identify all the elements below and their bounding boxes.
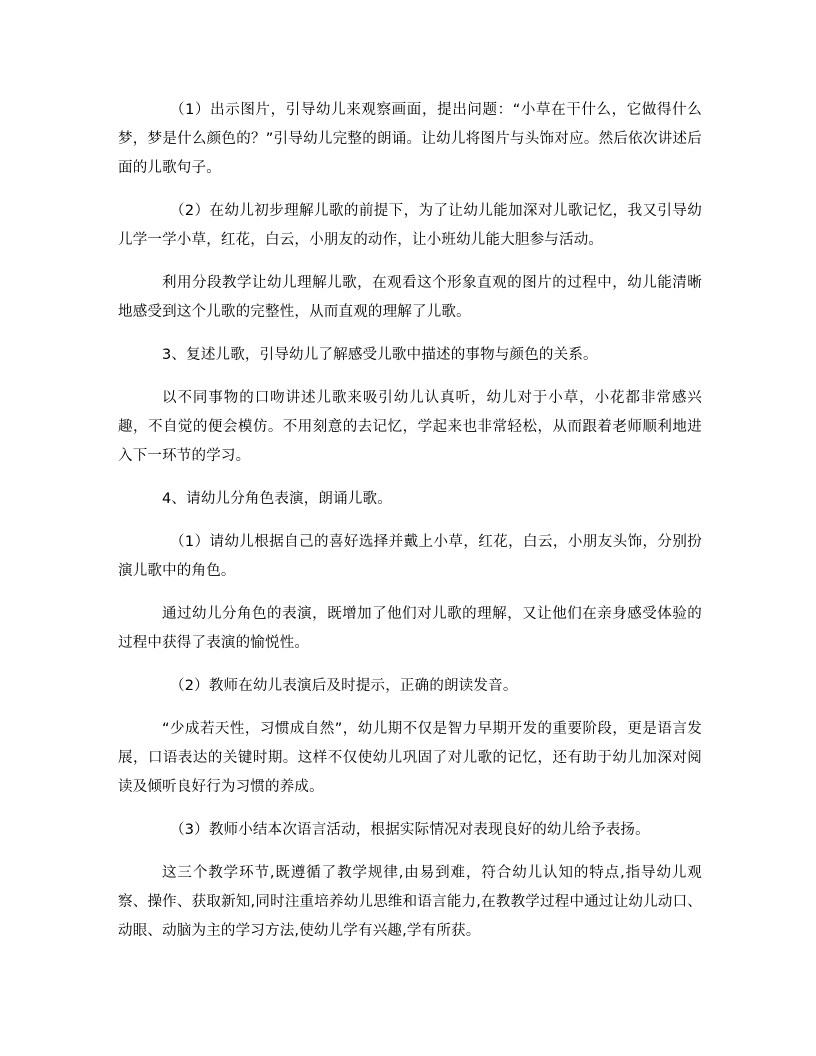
paragraph-step-4-heading: 4、请幼儿分角色表演，朗诵儿歌。 bbox=[162, 491, 392, 507]
document-page bbox=[118, 96, 702, 946]
paragraph-summary: 这三个教学环节,既遵循了教学规律,由易到难，符合幼儿认知的特点,指导幼儿观察、操作、获取新知,同时注重培养幼儿思维和语言能力,在教教学过程中通过让幼儿动口、动眼、动脑为主的学习方法,使幼儿学有兴趣,学有所获。 bbox=[118, 865, 702, 939]
paragraph-step-2-2: （2）在幼儿初步理解儿歌的前提下，为了让幼儿能加深对儿歌记忆，我又引导幼儿学一学小草，红花，白云，小朋友的动作，让小班幼儿能大胆参与活动。 bbox=[118, 203, 702, 248]
paragraph-segment-teaching: 利用分段教学让幼儿理解儿歌，在观看这个形象直观的图片的过程中，幼儿能清晰地感受到这个儿歌的完整性，从而直观的理解了儿歌。 bbox=[118, 275, 702, 320]
paragraph-step-4-1: （1）请幼儿根据自己的喜好选择并戴上小草，红花，白云，小朋友头饰，分别扮演儿歌中的角色。 bbox=[118, 534, 702, 579]
paragraph-step-2-1: （1）出示图片，引导幼儿来观察画面，提出问题：“小草在干什么，它做得什么梦，梦是什么颜色的？”引导幼儿完整的朗诵。让幼儿将图片与头饰对应。然后依次讲述后面的儿歌句子。 bbox=[118, 102, 702, 176]
paragraph-step-4-2: （2）教师在幼儿表演后及时提示，正确的朗读发音。 bbox=[170, 678, 518, 694]
paragraph-habit-quote: “少成若天性，习惯成自然”，幼儿期不仅是智力早期开发的重要阶段，更是语言发展，口语表达的关键时期。这样不仅使幼儿巩固了对儿歌的记忆，还有助于幼儿加深对阅读及倾听良好行为习惯的养成。 bbox=[118, 721, 702, 795]
paragraph-step-3-body: 以不同事物的口吻讲述儿歌来吸引幼儿认真听，幼儿对于小草，小花都非常感兴趣，不自觉的便会模仿。不用刻意的去记忆，学起来也非常轻松，从而跟着老师顺利地进入下一环节的学习。 bbox=[118, 390, 702, 464]
paragraph-step-3-heading: 3、复述儿歌，引导幼儿了解感受儿歌中描述的事物与颜色的关系。 bbox=[162, 347, 598, 363]
paragraph-role-play: 通过幼儿分角色的表演，既增加了他们对儿歌的理解，又让他们在亲身感受体验的过程中获得了表演的愉悦性。 bbox=[118, 606, 702, 651]
paragraph-step-4-3: （3）教师小结本次语言活动，根据实际情况对表现良好的幼儿给予表扬。 bbox=[170, 822, 650, 838]
